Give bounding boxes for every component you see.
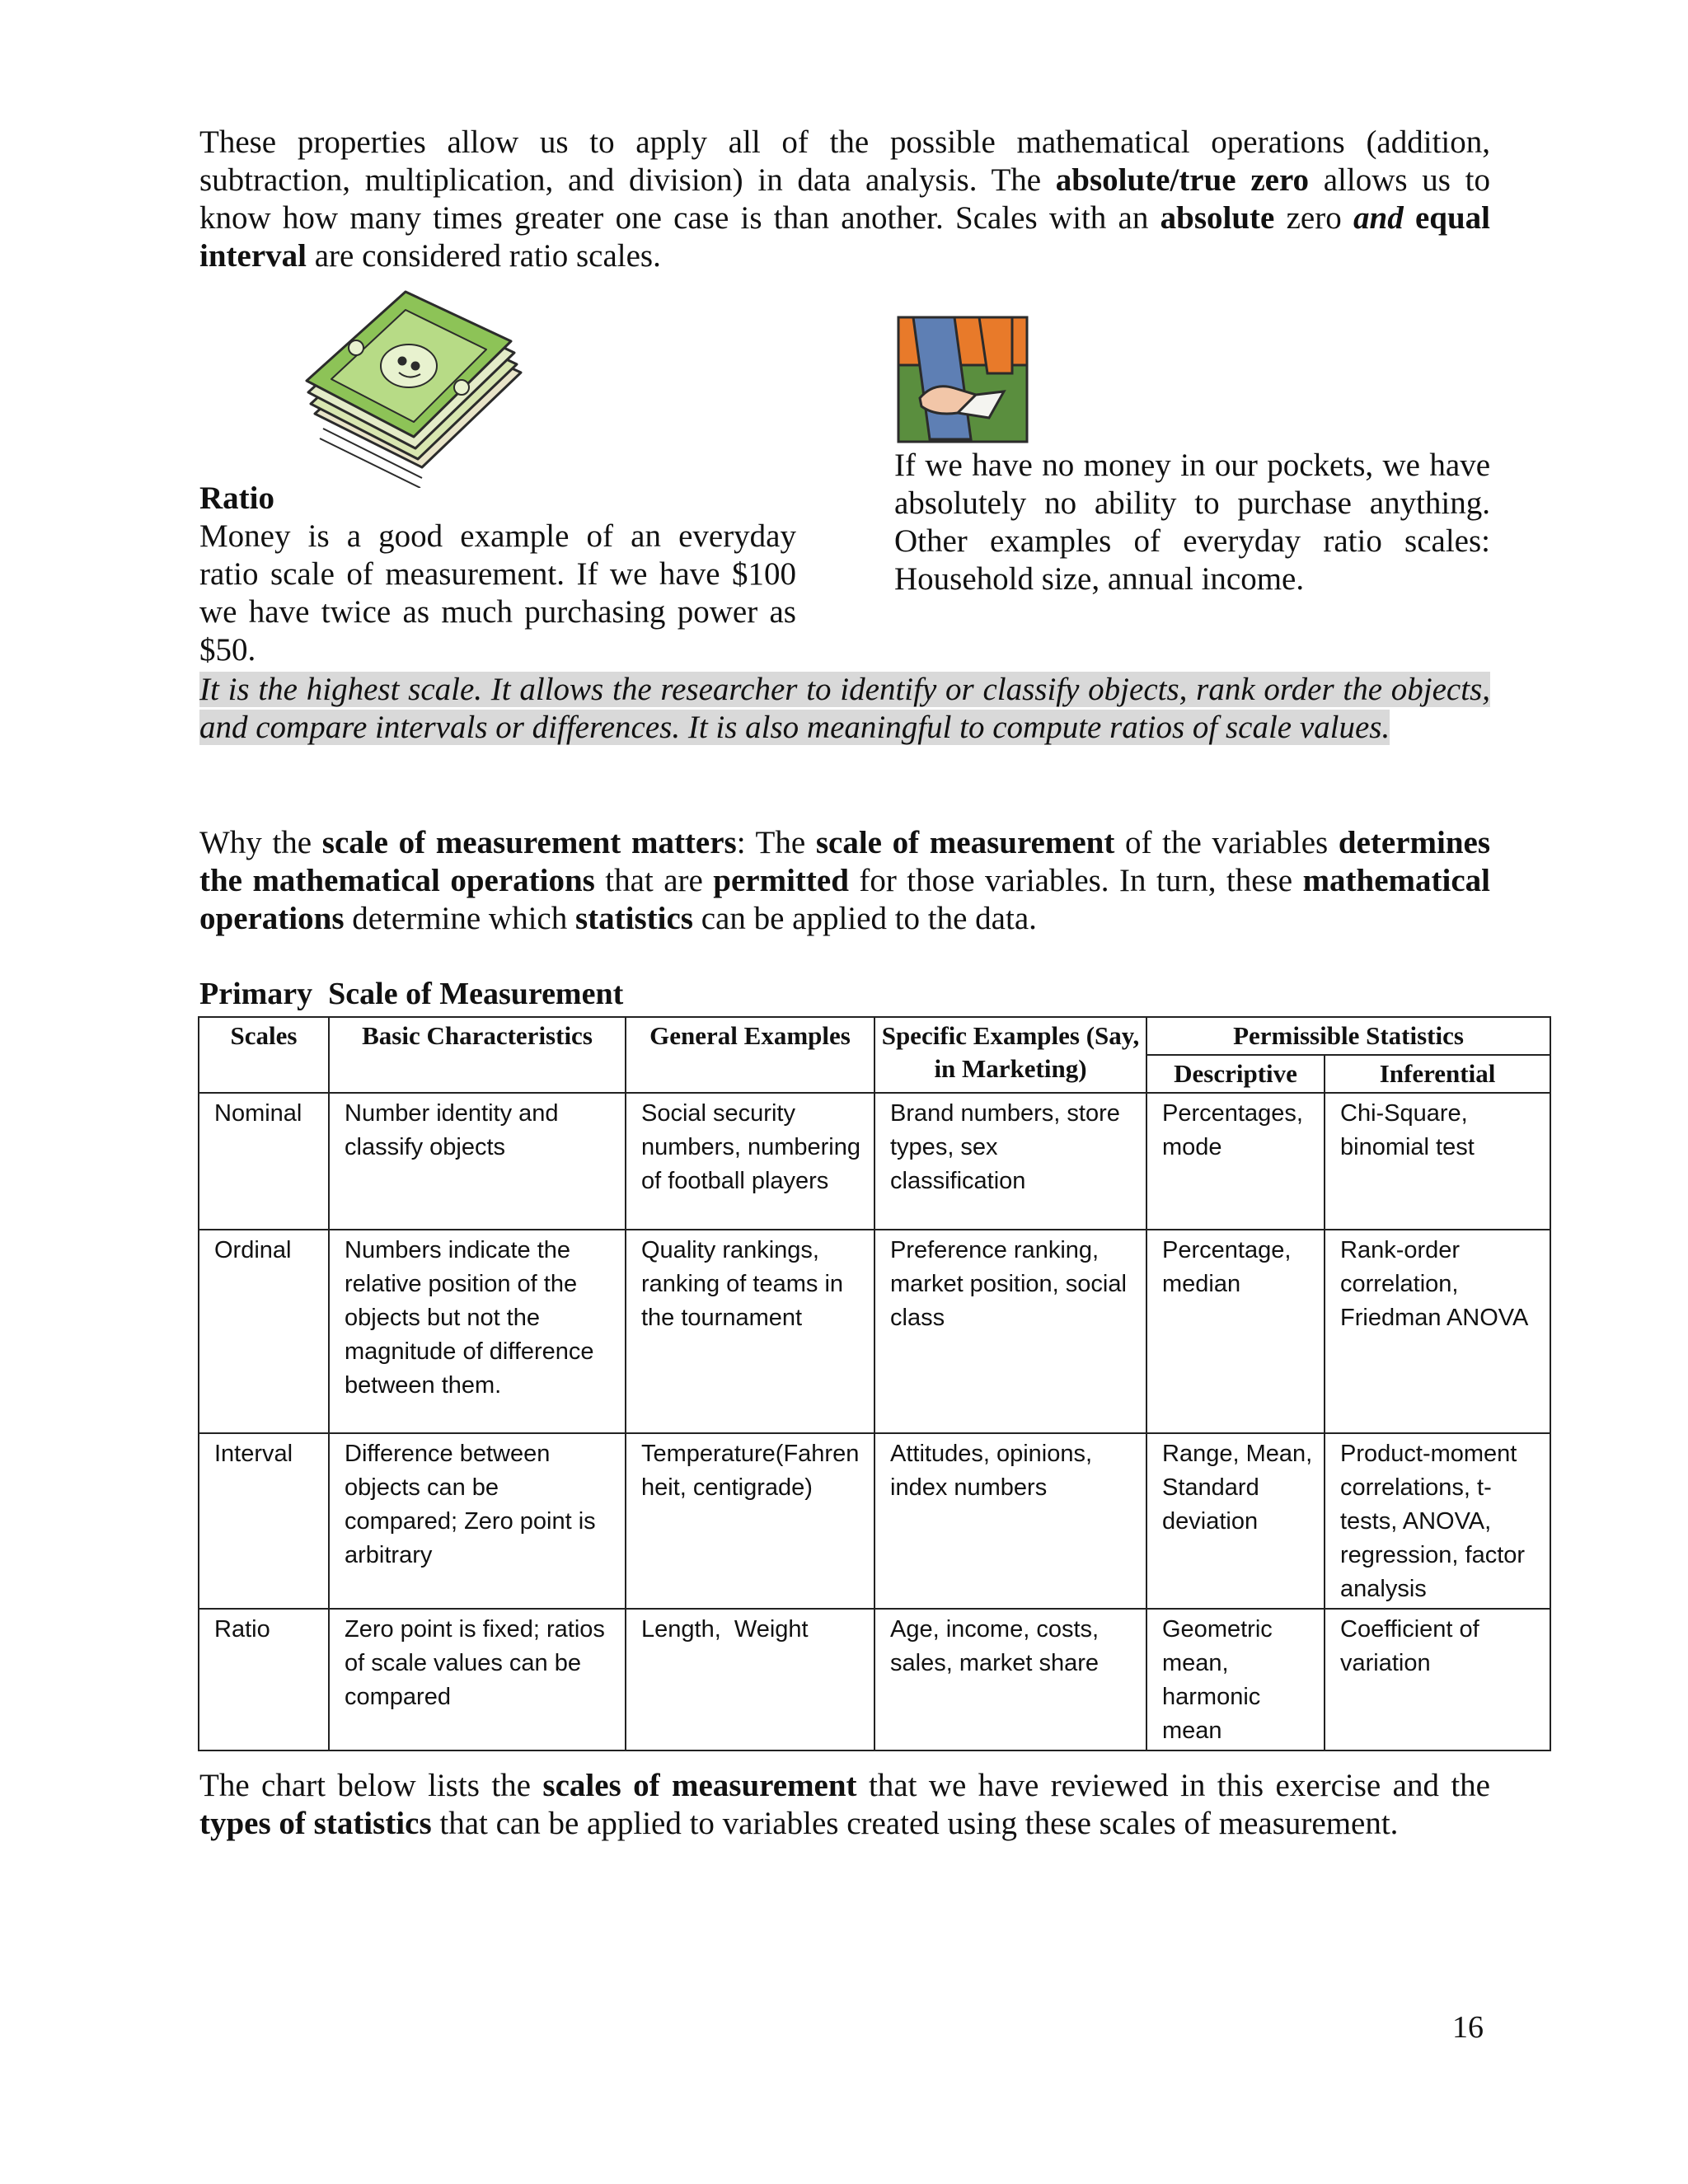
cell-descriptive: Range, Mean, Standard deviation — [1146, 1433, 1325, 1609]
cell-basic: Difference between objects can be compared; Zero point is arbitrary — [329, 1433, 626, 1609]
cell-descriptive: Percentages, mode — [1146, 1093, 1325, 1230]
why-bold: permitted — [713, 863, 849, 898]
ratio-section — [199, 480, 796, 669]
money-stack-image — [298, 290, 529, 488]
table-row — [199, 1230, 1550, 1433]
intro-text: zero — [1274, 200, 1353, 236]
chart-intro-paragraph — [199, 1767, 1490, 1843]
intro-bold: absolute/true zero — [1055, 162, 1310, 198]
chart-text: that we have reviewed in this exercise and the — [856, 1768, 1490, 1803]
table-title: Primary Scale of Measurement — [199, 977, 624, 1011]
cell-descriptive: Geometric mean, harmonic mean — [1146, 1609, 1325, 1750]
chart-text: that can be applied to variables created using these scales of measurement. — [431, 1806, 1399, 1841]
cell-specific: Attitudes, opinions, index numbers — [874, 1433, 1146, 1609]
cell-basic: Zero point is fixed; ratios of scale values can be compared — [329, 1609, 626, 1750]
cell-basic: Number identity and classify objects — [329, 1093, 626, 1230]
cell-inferential: Product-moment correlations, t-tests, ANOVA, regression, factor analysis — [1325, 1433, 1550, 1609]
cell-descriptive: Percentage, median — [1146, 1230, 1325, 1433]
page-number: 16 — [1452, 2010, 1484, 2045]
header-specific-examples: Specific Examples (Say, in Marketing) — [874, 1017, 1146, 1093]
ratio-text: Money is a good example of an everyday ratio scale of measurement. If we have $100 we have twice as much purchasing power as $50. — [199, 518, 796, 668]
intro-text: allows us to know how many times greater one case is than another. Scales with an — [199, 162, 1490, 236]
table-row — [199, 1093, 1550, 1230]
header-scales: Scales — [199, 1017, 329, 1093]
highlighted-text: It is the highest scale. It allows the researcher to identify or classify objects, rank order the objects, and compare intervals or differences. It is also meaningful to compute ratios of scale values. — [199, 672, 1490, 745]
why-bold: statistics — [574, 901, 693, 936]
cell-inferential: Coefficient of variation — [1325, 1609, 1550, 1750]
why-text: that are — [594, 863, 714, 898]
cell-scale: Nominal — [199, 1093, 329, 1230]
highest-scale-note — [199, 671, 1490, 747]
cell-scale: Ordinal — [199, 1230, 329, 1433]
why-text: can be applied to the data. — [692, 901, 1037, 936]
no-money-text: If we have no money in our pockets, we have absolutely no ability to purchase anything. Other examples of everyday ratio scales: Household size, annual income. — [894, 448, 1490, 597]
header-descriptive: Descriptive — [1146, 1055, 1325, 1093]
header-permissible-statistics: Permissible Statistics — [1146, 1017, 1550, 1055]
header-inferential: Inferential — [1325, 1055, 1550, 1093]
intro-paragraph — [199, 124, 1490, 275]
cell-general: Length, Weight — [626, 1609, 874, 1750]
why-bold: mathematical operations — [199, 863, 1490, 936]
cell-specific: Age, income, costs, sales, market share — [874, 1609, 1146, 1750]
intro-text — [1404, 200, 1415, 236]
scales-table — [198, 1016, 1551, 1751]
why-text: for those variables. In turn, these — [848, 863, 1303, 898]
cell-specific: Preference ranking, market position, social class — [874, 1230, 1146, 1433]
cell-scale: Ratio — [199, 1609, 329, 1750]
cell-inferential: Rank-order correlation, Friedman ANOVA — [1325, 1230, 1550, 1433]
table-row — [199, 1433, 1550, 1609]
cell-specific: Brand numbers, store types, sex classification — [874, 1093, 1146, 1230]
cell-general: Temperature(Fahrenheit, centigrade) — [626, 1433, 874, 1609]
table-row — [199, 1609, 1550, 1750]
why-scale-matters-paragraph — [199, 824, 1490, 938]
cell-basic: Numbers indicate the relative position of the objects but not the magnitude of difference between them. — [329, 1230, 626, 1433]
cell-inferential: Chi-Square, binomial test — [1325, 1093, 1550, 1230]
why-bold: scale of measurement — [815, 825, 1115, 860]
intro-bold: equal interval — [199, 200, 1491, 274]
why-text: of the variables — [1114, 825, 1339, 860]
empty-pockets-image — [897, 316, 1029, 443]
intro-text: These properties allow us to apply all of the possible mathematical operations (addition, subtraction, multiplication, and division) in data analysis. The — [199, 124, 1490, 198]
cell-general: Quality rankings, ranking of teams in the tournament — [626, 1230, 874, 1433]
cell-scale: Interval — [199, 1433, 329, 1609]
why-text: determine which — [344, 901, 575, 936]
why-bold: determines the mathematical operations — [199, 825, 1491, 898]
chart-bold: scales of measurement — [542, 1768, 857, 1803]
why-bold: scale of measurement matters — [321, 825, 737, 860]
header-general-examples: General Examples — [626, 1017, 874, 1093]
header-basic-characteristics: Basic Characteristics — [329, 1017, 626, 1093]
ratio-heading: Ratio — [199, 480, 274, 516]
why-text: : The — [736, 825, 816, 860]
intro-bold-italic: and — [1353, 200, 1404, 236]
cell-general: Social security numbers, numbering of football players — [626, 1093, 874, 1230]
chart-bold: types of statistics — [199, 1806, 432, 1841]
why-text: Why the — [199, 825, 322, 860]
intro-bold: absolute — [1160, 200, 1275, 236]
intro-text: are considered ratio scales. — [306, 238, 661, 274]
chart-text: The chart below lists the — [199, 1768, 543, 1803]
